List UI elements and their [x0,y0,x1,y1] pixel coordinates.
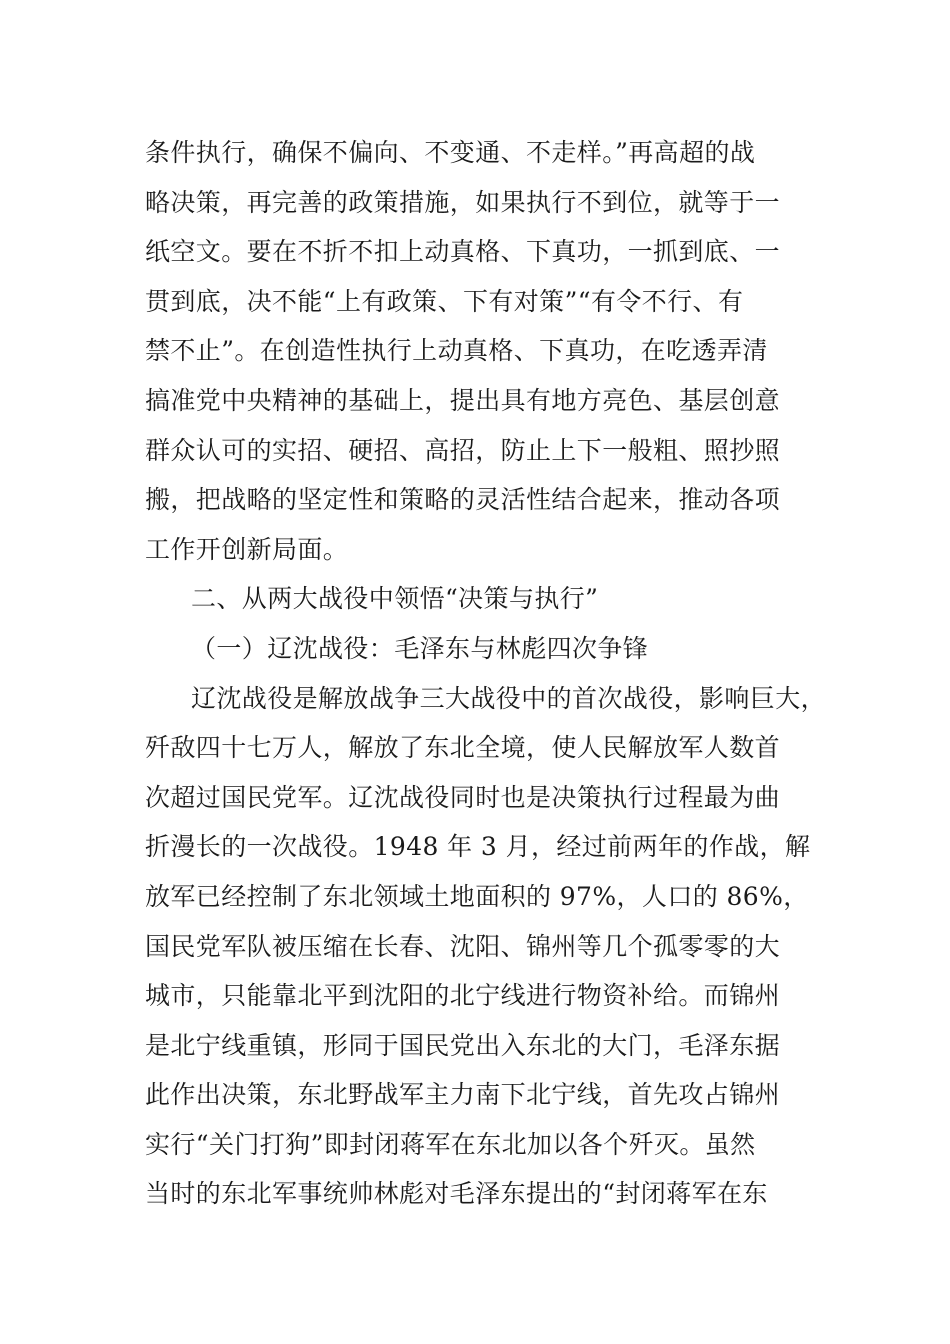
text-line: 条件执行，确保不偏向、不变通、不走样。”再高超的战 [145,138,756,167]
document-body [145,128,835,1219]
text-line: 搞准党中央精神的基础上，提出具有地方亮色、基层创意 [145,385,781,415]
text-line: 是北宁线重镇，形同于国民党出入东北的大门，毛泽东据 [145,1030,781,1060]
text-line: 工作开创新局面。 [145,534,349,564]
subsection-heading: （一）辽沈战役：毛泽东与林彪四次争锋 [191,633,649,663]
section-heading: 二、从两大战役中领悟“决策与执行” [191,584,599,614]
text-line: 城市，只能靠北平到沈阳的北宁线进行物资补给。而锦州 [145,981,781,1011]
text-line: 贯到底，决不能“上有政策、下有对策”“有令不行、有 [145,286,744,316]
text-line: 辽沈战役是解放战争三大战役中的首次战役，影响巨大， [191,683,827,713]
text-line: 群众认可的实招、硬招、高招，防止上下一般粗、照抄照 [145,435,781,465]
text-line: 次超过国民党军。辽沈战役同时也是决策执行过程最为曲 [145,782,781,812]
text-line: 国民党军队被压缩在长春、沈阳、锦州等几个孤零零的大 [145,931,781,961]
text-line: 当时的东北军事统帅林彪对毛泽东提出的“封闭蒋军在东 [145,1179,768,1209]
text-line: 此作出决策，东北野战军主力南下北宁线，首先攻占锦州 [145,1080,781,1110]
text-line: 纸空文。要在不折不扣上动真格、下真功，一抓到底、一 [145,237,781,267]
text-line: 放军已经控制了东北领域土地面积的 97%，人口的 86%， [145,881,809,911]
text-line: 略决策，再完善的政策措施，如果执行不到位，就等于一 [145,187,781,217]
text-line: 实行“关门打狗”即封闭蒋军在东北加以各个歼灭。虽然 [145,1129,756,1159]
text-line: 禁不止”。在创造性执行上动真格、下真功，在吃透弄清 [145,336,768,366]
text-line: 歼敌四十七万人，解放了东北全境，使人民解放军人数首 [145,733,781,763]
text-line: 折漫长的一次战役。1948 年 3 月，经过前两年的作战，解 [145,832,811,862]
text-line: 搬，把战略的坚定性和策略的灵活性结合起来，推动各项 [145,485,781,515]
